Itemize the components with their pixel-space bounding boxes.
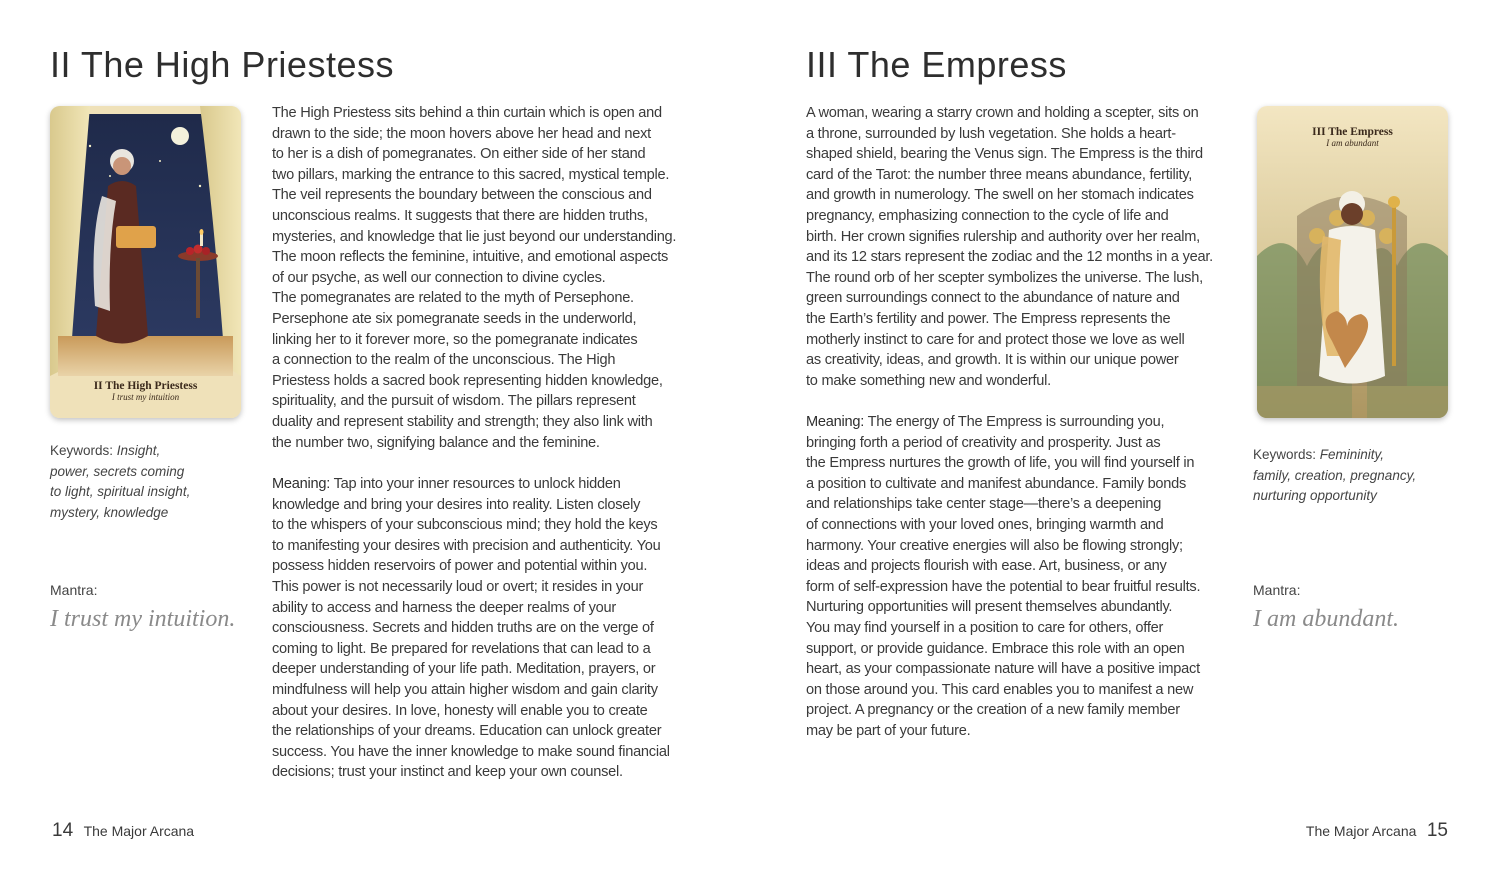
page-title: II The High Priestess xyxy=(50,44,394,85)
meaning-text: Tap into your inner resources to unlock hidden knowledge and bring your desires into reality. Listen closely to the whispers of your subconscious mind; they hold the keys to manifesting your desires with precision and authenticity. You possess hidden reservoirs of power and potential within you. This power is not necessarily loud or overt; it resides in your ability to access and harness the deeper realms of your consciousness. Secrets and hidden truths are on the verge of coming to light. Be prepared for revelations that can lead to a deeper understanding of your life path. Meditation, prayers, or mindfulness will help you attain higher wisdom and gain clarity about your desires. In love, honesty will enable you to create the relationships of your dreams. Education can unlock greater success. You have the inner knowledge to make sound financial decisions; trust your instinct and keep your own counsel. xyxy=(272,476,670,781)
card-description: A woman, wearing a starry crown and holding a scepter, sits on a throne, surrounded by lush vegetation. She holds a heart- shaped shield, bearing the Venus sign. The Empress is the third card of the Tarot: the number three means abundance, fertility, and growth in numerology. The swell on her stomach indicates pregnancy, emphasizing connection to the cycle of life and birth. Her crown signifies rulership and authority over her realm, and its 12 stars represent the zodiac and the 12 months in a year. The round orb of her scepter symbolizes the universe. The lush, green surroundings connect to the abundance of nature and the Earth’s fertility and power. The Empress represents the motherly instinct to care for and protect those we love as well as creativity, ideas, and growth. It is within our unique power to make something new and wonderful. xyxy=(806,105,1213,389)
mantra-text: I trust my intuition. xyxy=(50,606,236,632)
meaning-label: Meaning: xyxy=(272,476,331,492)
card-mantra: I am abundant xyxy=(1326,138,1379,148)
card-mantra: I trust my intuition xyxy=(111,392,180,402)
meaning-text: The energy of The Empress is surrounding you, bringing forth a period of creativity and prosperity. Just as the Empress nurtures the growth of life, you will find yourself in a position to cultivate and manifest abundance. Family bonds and relationships take center stage—there’s a deepening of connections with your loved ones, bringing warmth and harmony. Your creative energies will also be flowing strongly; ideas and projects flourish with ease. Art, business, or any form of self-expression have the potential to bear fruitful results. Nurturing opportunities will present themselves abundantly. You may find yourself in a position to care for others, offer support, or provide guidance. Embrace this role with an open heart, as your compassionate nature will have a positive impact on those around you. This card enables you to manifest a new project. A pregnancy or the creation of a new family member may be part of your future. xyxy=(806,414,1201,739)
page-number: 14 xyxy=(52,820,74,841)
page-title: III The Empress xyxy=(806,44,1067,85)
keywords-text: Insight, power, secrets coming to light, spiritual insight, mystery, knowledge xyxy=(50,443,191,520)
card-description: The High Priestess sits behind a thin curtain which is open and drawn to the side; the moon hovers above her head and next to her is a dish of pomegranates. On either side of her stand two pillars, marking the entrance to this sacred, mystical temple. The veil represents the boundary between the conscious and unconscious realms. It suggests that there are hidden truths, mysteries, and knowledge that lie just beyond our understanding. The moon reflects the feminine, intuitive, and emotional aspects of our psyche, as well our connection to divine cycles. The pomegranates are related to the myth of Persephone. Persephone ate six pomegranate seeds in the underworld, linking her to it forever more, so the pomegranate indicates a connection to the realm of the unconscious. The High Priestess holds a sacred book representing hidden knowledge, spirituality, and the pursuit of wisdom. The pillars represent duality and represent stability and strength; they also link with the number two, signifying balance and the feminine. xyxy=(272,105,677,451)
mantra-label: Mantra: xyxy=(1253,582,1301,598)
meaning-paragraph xyxy=(806,412,1246,742)
card-caption xyxy=(50,380,241,402)
keywords-label: Keywords: xyxy=(1253,447,1317,462)
high-priestess-card-image xyxy=(50,106,241,418)
page-footer xyxy=(1306,820,1448,842)
card-name: III The Empress xyxy=(1312,126,1393,138)
section-name: The Major Arcana xyxy=(83,823,195,839)
keywords-label: Keywords: xyxy=(50,443,114,458)
mantra-label: Mantra: xyxy=(50,582,98,598)
mantra-text: I am abundant. xyxy=(1253,606,1399,632)
page-number: 15 xyxy=(1426,820,1448,841)
meaning-paragraph xyxy=(272,474,712,783)
empress-card-image xyxy=(1257,106,1448,418)
card-name: II The High Priestess xyxy=(93,380,198,392)
keywords-text: Femininity, family, creation, pregnancy, nurturing opportunity xyxy=(1253,447,1417,503)
card-caption xyxy=(1257,126,1448,148)
keywords-block xyxy=(1253,445,1453,507)
keywords-block xyxy=(50,441,250,523)
right-page xyxy=(750,0,1500,889)
meaning-label: Meaning: xyxy=(806,414,865,430)
page-footer xyxy=(52,820,194,842)
section-name: The Major Arcana xyxy=(1305,823,1417,839)
